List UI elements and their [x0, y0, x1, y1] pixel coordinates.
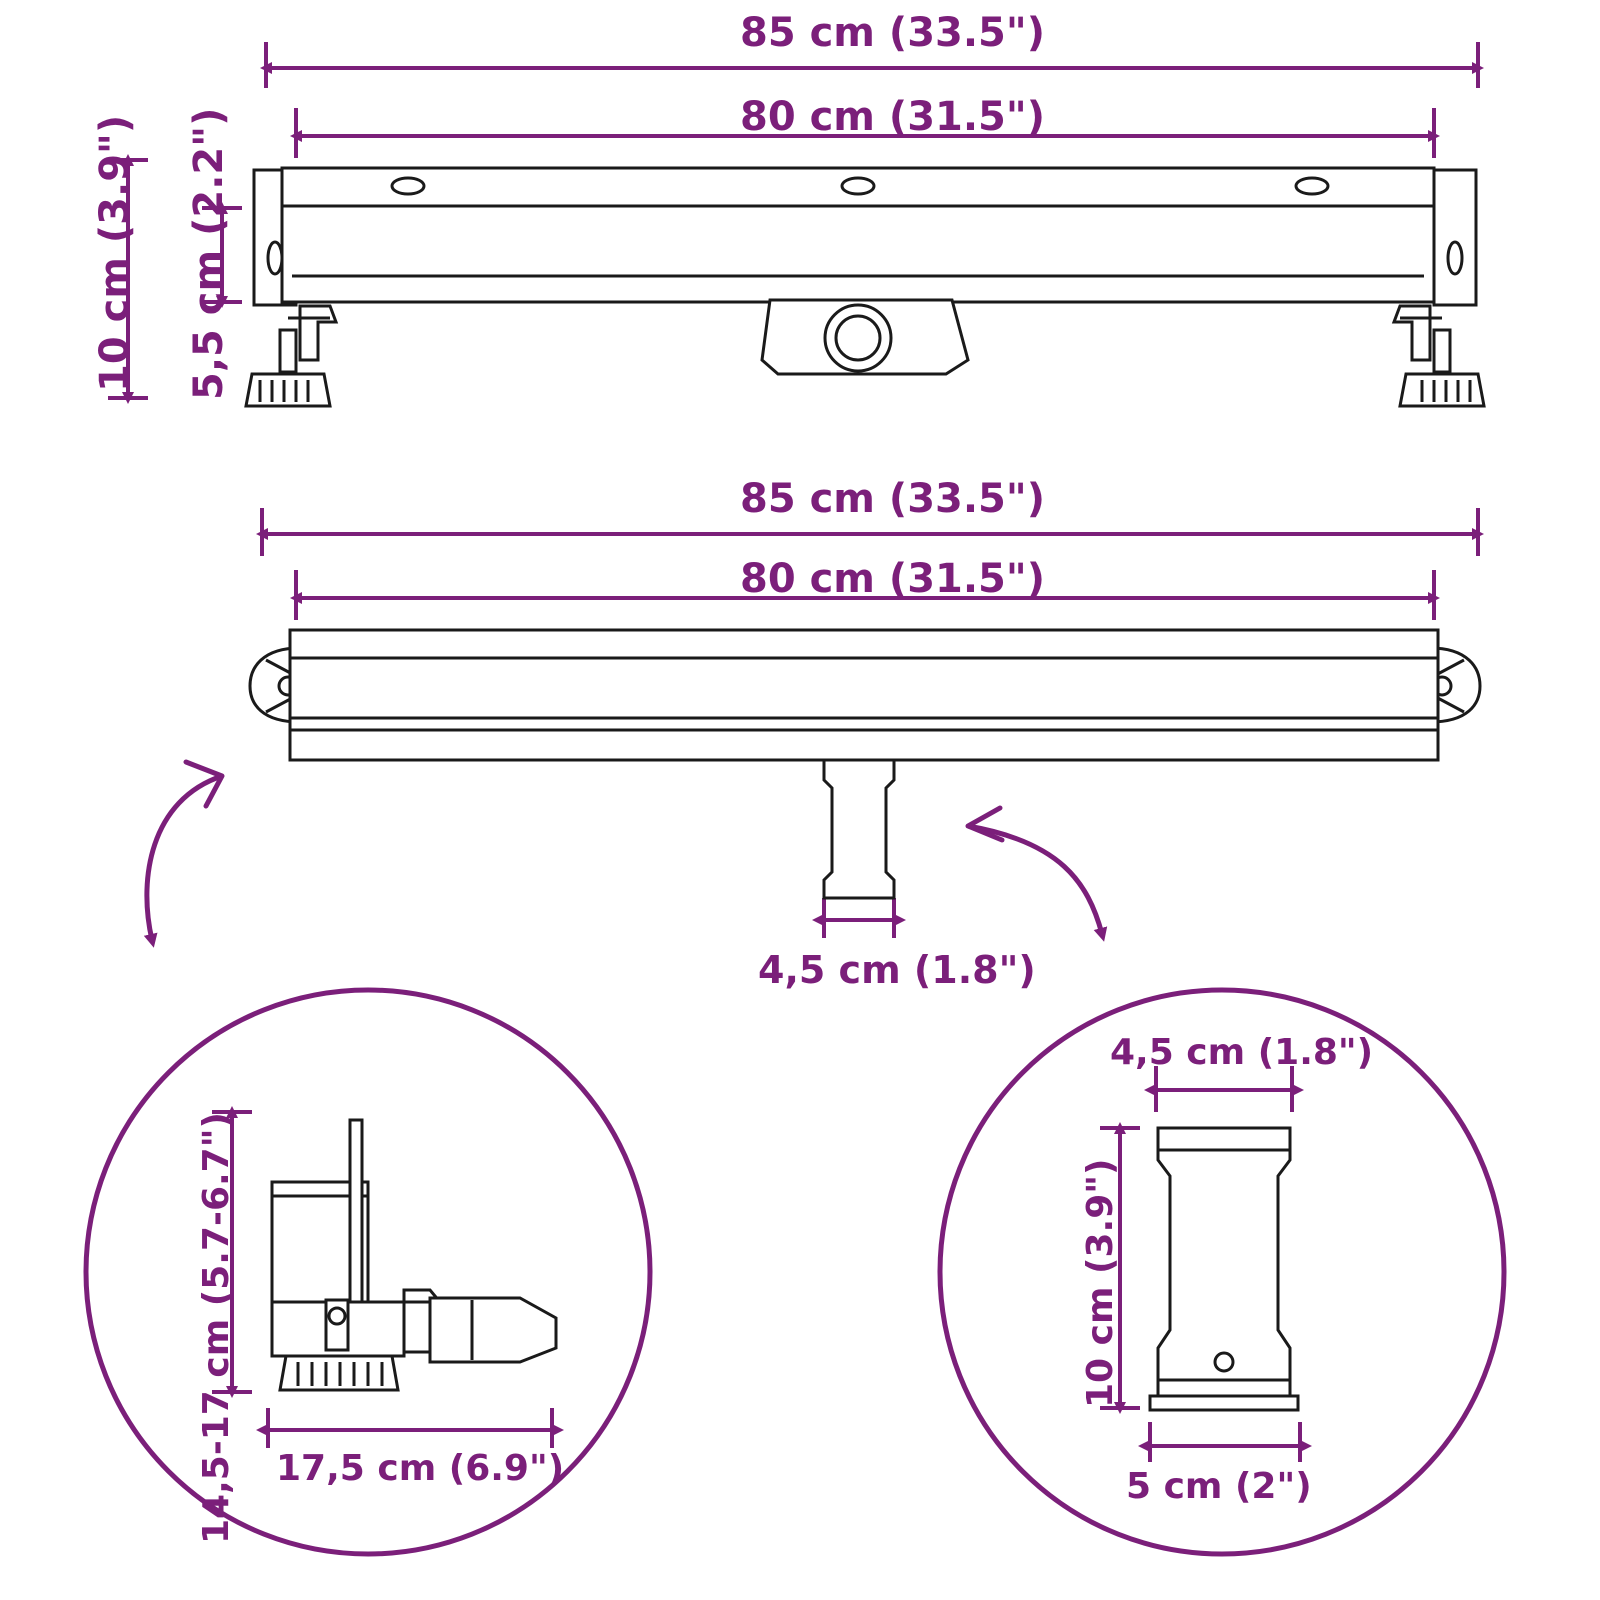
label-outlet-height: 10 cm (3.9"): [1080, 1158, 1121, 1408]
label-top-outer-length: 85 cm (33.5"): [740, 476, 1045, 522]
front-view-drawing: [246, 168, 1484, 406]
label-outlet-width: 4,5 cm (1.8"): [758, 948, 1036, 992]
label-front-outer-length: 85 cm (33.5"): [740, 10, 1045, 56]
detail-left-drawing: [272, 1120, 556, 1390]
label-outlet-top-width: 4,5 cm (1.8"): [1110, 1032, 1374, 1073]
top-view-drawing: [250, 630, 1480, 898]
label-outlet-base-width: 5 cm (2"): [1126, 1466, 1312, 1507]
label-front-total-height: 10 cm (3.9"): [92, 114, 138, 392]
callout-arrows: [147, 762, 1102, 940]
detail-right-drawing: [1150, 1128, 1298, 1410]
label-foot-length: 17,5 cm (6.9"): [276, 1448, 565, 1489]
label-top-inner-length: 80 cm (31.5"): [740, 556, 1045, 602]
label-front-inner-length: 80 cm (31.5"): [740, 94, 1045, 140]
label-front-body-height: 5,5 cm (2.2"): [186, 107, 232, 400]
detail-left-dimensions: [212, 1112, 552, 1448]
label-foot-height-range: 14,5-17 cm (5.7-6.7"): [196, 1112, 237, 1544]
